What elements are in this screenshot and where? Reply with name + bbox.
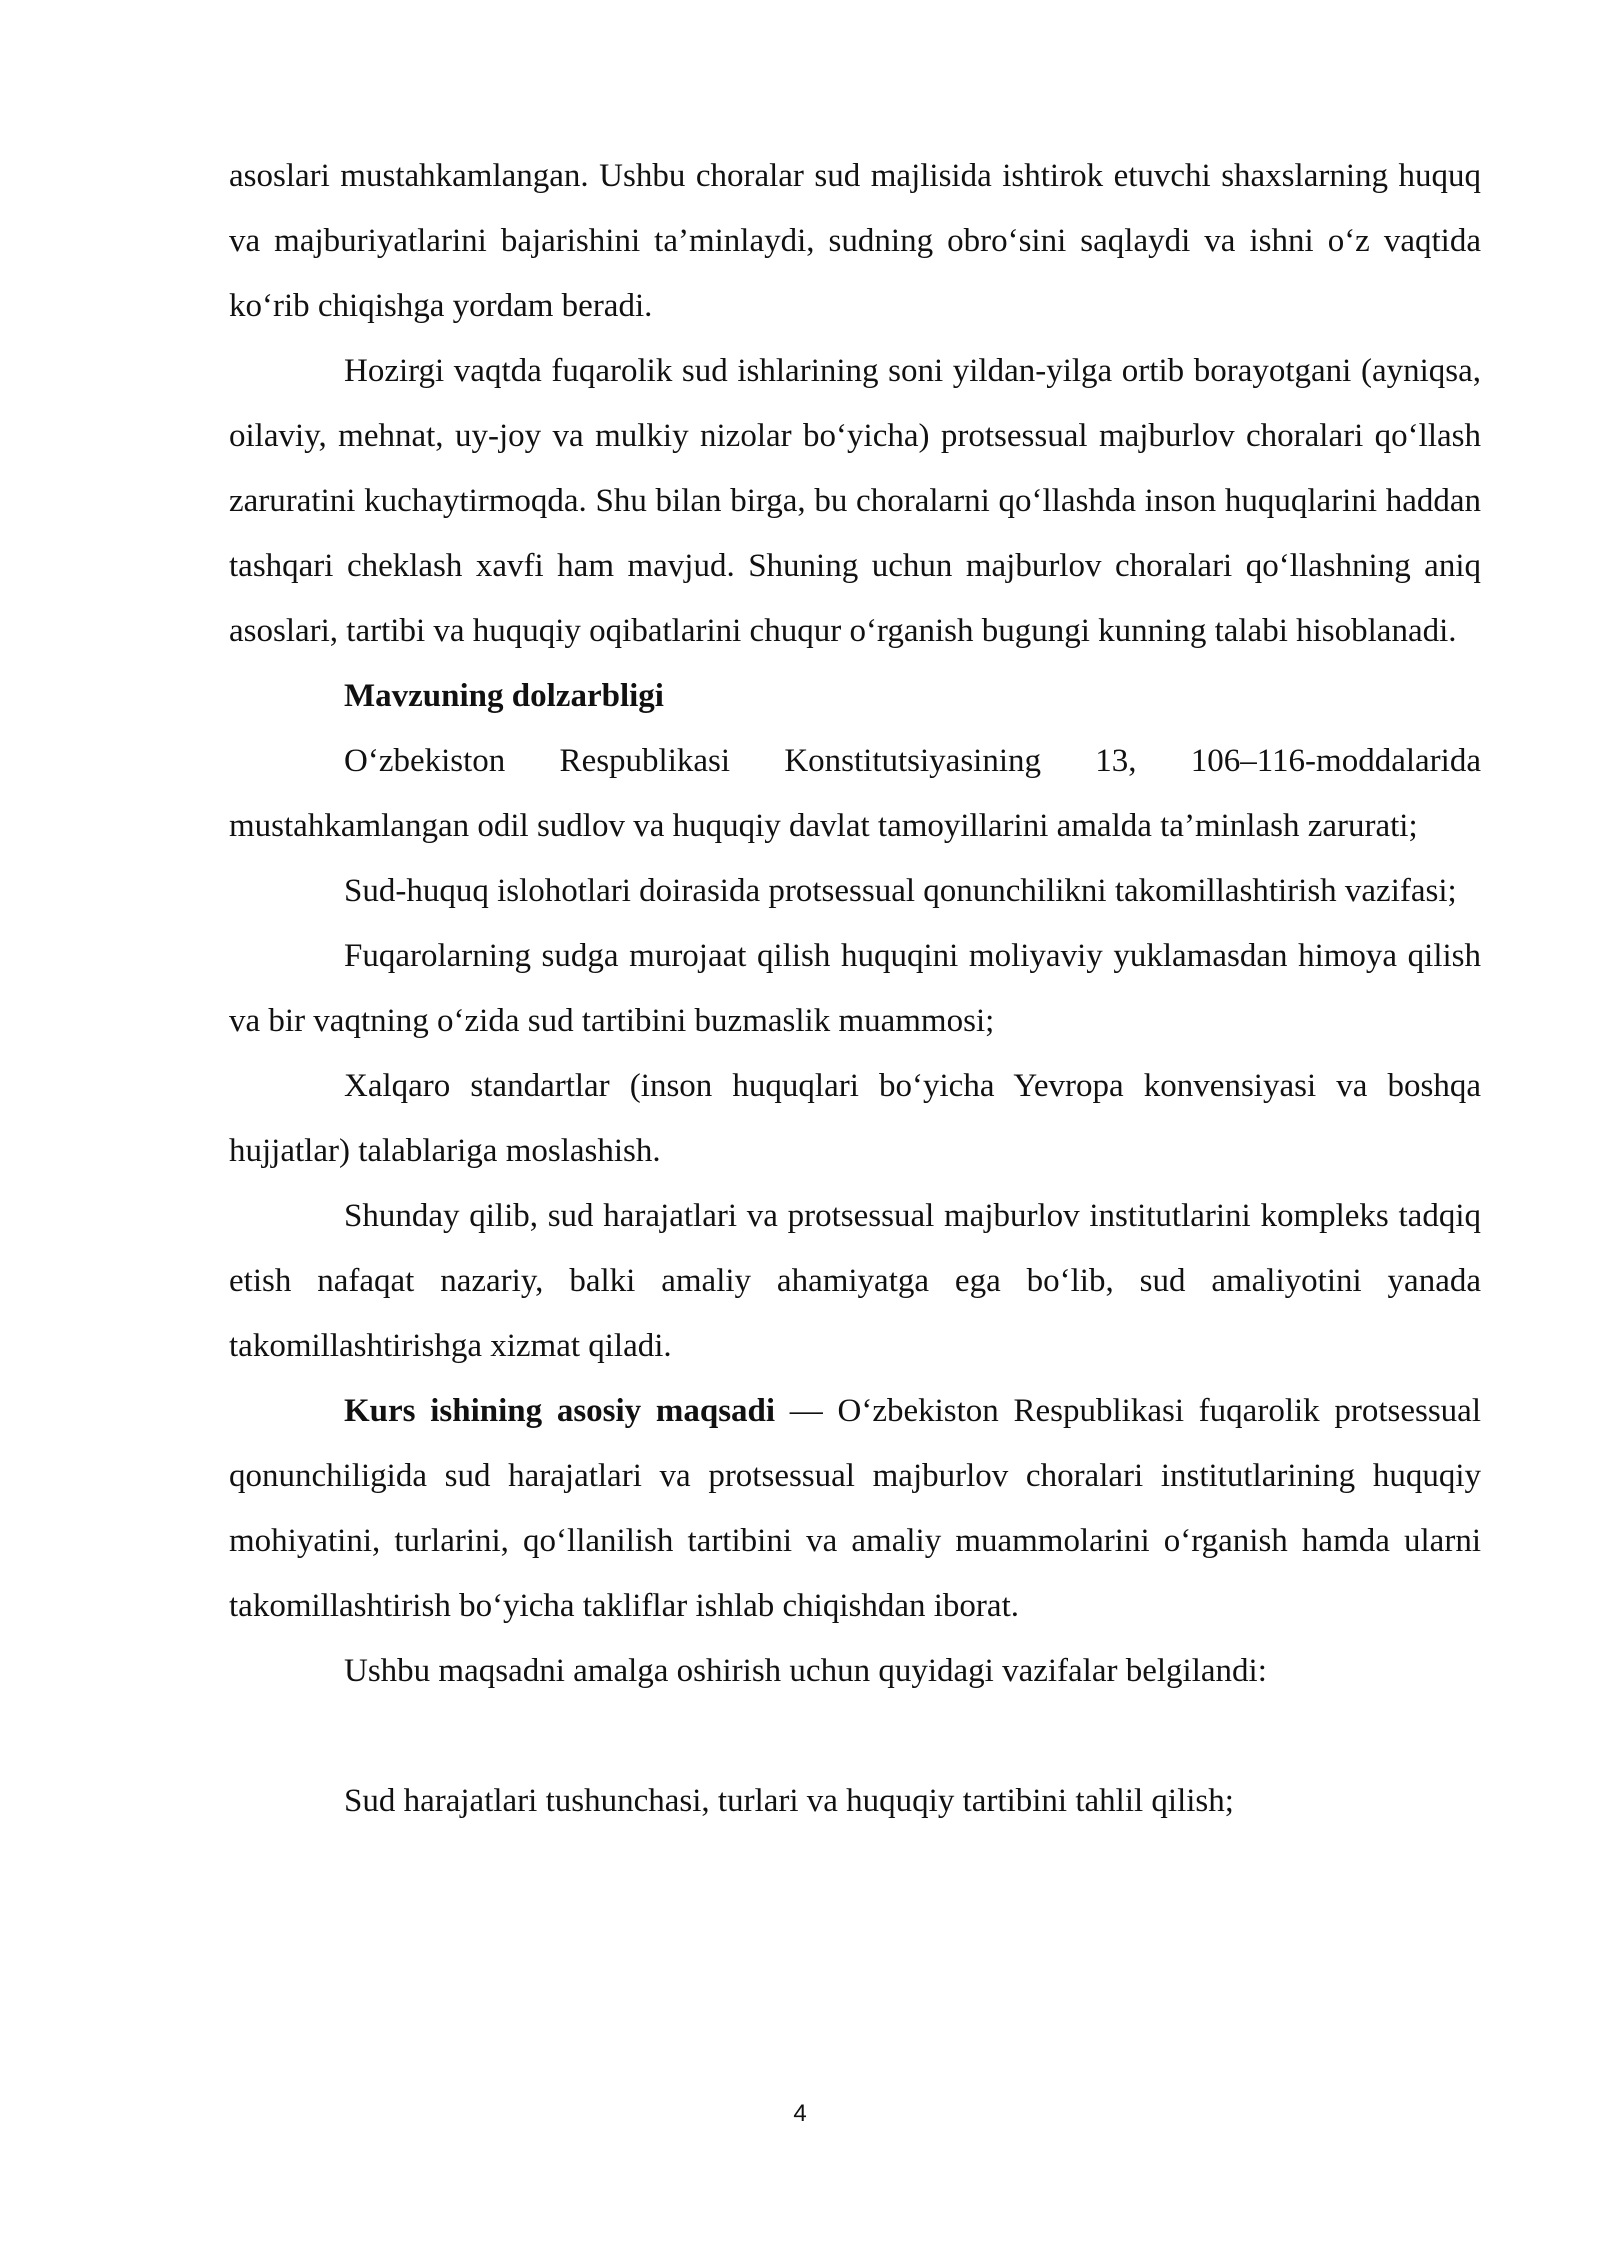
paragraph: Fuqarolarning sudga murojaat qilish huquqini moliyaviy yuklamasdan himoya qilish va bir vaqtning o‘zida sud tartibini buzmaslik muammosi;: [229, 938, 1481, 1039]
section-heading: Mavzuning dolzarbligi: [344, 678, 664, 714]
paragraph: Ushbu maqsadni amalga oshirish uchun quyidagi vazifalar belgilandi:: [344, 1653, 1267, 1689]
paragraph-lead: Kurs ishining asosiy maqsadi: [344, 1393, 776, 1429]
paragraph: Hozirgi vaqtda fuqarolik sud ishlarining soni yildan-yilga ortib borayotgani (ayniqsa, oilaviy, mehnat, uy-joy va mulkiy nizolar bo‘yicha) protsessual majburlov choralari qo‘llash zaruratini kuchaytirmoqda. Shu bilan birga, bu choralarni qo‘llashda inson huquqlarini haddan tashqari cheklash xavfi ham mavjud. Shuning uchun majburlov choralari qo‘llashning aniq asoslari, tartibi va huquqiy oqibatlarini chuqur o‘rganish bugungi kunning talabi hisoblanadi.: [229, 353, 1481, 649]
paragraph: [229, 1379, 1481, 1639]
document-page: [229, 144, 1481, 1834]
page-number: 4: [793, 2100, 807, 2127]
paragraph-text: — O‘zbekiston Respublikasi fuqarolik protsessual qonunchiligida sud harajatlari va protsessual majburlov choralari institutlarining huquqiy mohiyatini, turlarini, qo‘llanilish tartibini va amaliy muammolarini o‘rganish hamda ularni takomillashtirish bo‘yicha takliflar ishlab chiqishdan iborat.: [229, 1393, 1481, 1624]
paragraph: Xalqaro standartlar (inson huquqlari bo‘yicha Yevropa konvensiyasi va boshqa hujjatlar) talablariga moslashish.: [229, 1068, 1481, 1169]
paragraph: Sud harajatlari tushunchasi, turlari va huquqiy tartibini tahlil qilish;: [344, 1783, 1234, 1819]
paragraph: asoslari mustahkamlangan. Ushbu choralar sud majlisida ishtirok etuvchi shaxslarning huquq va majburiyatlarini bajarishini ta’minlaydi, sudning obro‘sini saqlaydi va ishni o‘z vaqtida ko‘rib chiqishga yordam beradi.: [229, 158, 1481, 324]
paragraph: Sud-huquq islohotlari doirasida protsessual qonunchilikni takomillashtirish vazifasi;: [344, 873, 1457, 909]
body-text: [229, 144, 1481, 1834]
paragraph: Shunday qilib, sud harajatlari va protsessual majburlov institutlarini kompleks tadqiq etish nafaqat nazariy, balki amaliy ahamiyatga ega bo‘lib, sud amaliyotini yanada takomillashtirishga xizmat qiladi.: [229, 1198, 1481, 1364]
blank-line: [229, 1704, 1481, 1769]
paragraph: O‘zbekiston Respublikasi Konstitutsiyasining 13, 106–116-moddalarida mustahkamlangan odil sudlov va huquqiy davlat tamoyillarini amalda ta’minlash zarurati;: [229, 743, 1481, 844]
